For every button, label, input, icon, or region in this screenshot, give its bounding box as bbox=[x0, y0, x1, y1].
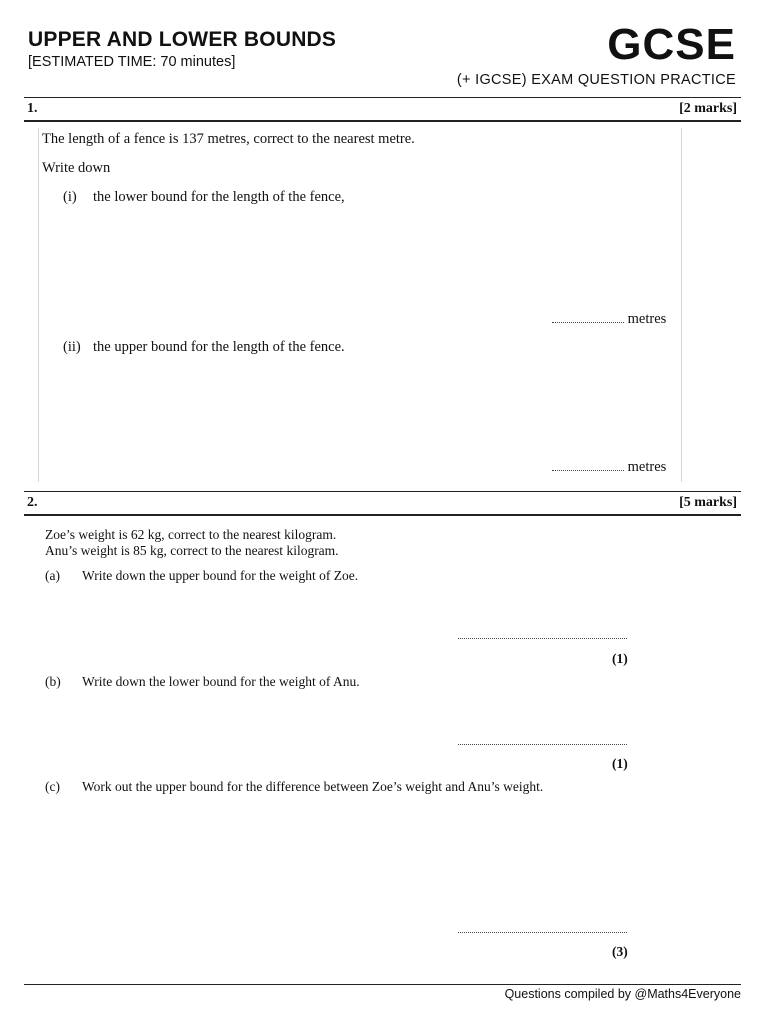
question-1-header bbox=[24, 97, 741, 122]
page-title: UPPER AND LOWER BOUNDS bbox=[28, 28, 337, 51]
part-label: (b) bbox=[45, 674, 61, 689]
part-mark: (1) bbox=[612, 756, 628, 771]
answer-dots[interactable] bbox=[552, 458, 624, 471]
estimated-time: [ESTIMATED TIME: 70 minutes] bbox=[28, 54, 236, 70]
answer-dots[interactable] bbox=[458, 626, 627, 639]
footer-divider bbox=[24, 984, 741, 985]
question-1-instruction: Write down bbox=[42, 160, 111, 176]
answer-line-1i[interactable] bbox=[552, 310, 666, 328]
part-text: the lower bound for the length of the fence, bbox=[93, 189, 345, 205]
part-text: the upper bound for the length of the fence. bbox=[93, 339, 345, 355]
page-subtitle: (+ IGCSE) EXAM QUESTION PRACTICE bbox=[456, 72, 736, 88]
answer-unit: metres bbox=[627, 459, 667, 475]
answer-dots[interactable] bbox=[458, 732, 627, 745]
question-2-intro-1: Zoe’s weight is 62 kg, correct to the nearest kilogram. bbox=[45, 527, 337, 542]
part-text: Write down the lower bound for the weight of Anu. bbox=[82, 674, 360, 689]
part-label: (i) bbox=[63, 189, 77, 205]
brand-gcse: GCSE bbox=[607, 20, 736, 69]
question-number: 2. bbox=[27, 495, 38, 510]
answer-dots[interactable] bbox=[458, 920, 627, 933]
question-marks: [5 marks] bbox=[679, 495, 737, 510]
answer-line-2a[interactable] bbox=[458, 626, 627, 644]
answer-line-2b[interactable] bbox=[458, 732, 627, 750]
part-mark: (3) bbox=[612, 944, 628, 959]
question-2-header bbox=[24, 491, 741, 516]
footer-credit: Questions compiled by @Maths4Everyone bbox=[504, 987, 741, 1001]
part-text: Work out the upper bound for the difference between Zoe’s weight and Anu’s weight. bbox=[82, 779, 544, 794]
part-mark: (1) bbox=[612, 651, 628, 666]
question-2-intro-2: Anu’s weight is 85 kg, correct to the nearest kilogram. bbox=[45, 543, 339, 558]
question-1-intro: The length of a fence is 137 metres, correct to the nearest metre. bbox=[42, 131, 415, 147]
question-number: 1. bbox=[27, 101, 38, 116]
question-marks: [2 marks] bbox=[679, 101, 737, 116]
part-text: Write down the upper bound for the weight of Zoe. bbox=[82, 568, 359, 583]
part-label: (ii) bbox=[63, 339, 81, 355]
part-label: (a) bbox=[45, 568, 60, 583]
answer-dots[interactable] bbox=[552, 310, 624, 323]
question-1-answer-box bbox=[38, 128, 682, 482]
answer-unit: metres bbox=[627, 311, 667, 327]
part-label: (c) bbox=[45, 779, 60, 794]
answer-line-2c[interactable] bbox=[458, 920, 627, 938]
answer-line-1ii[interactable] bbox=[552, 458, 666, 476]
